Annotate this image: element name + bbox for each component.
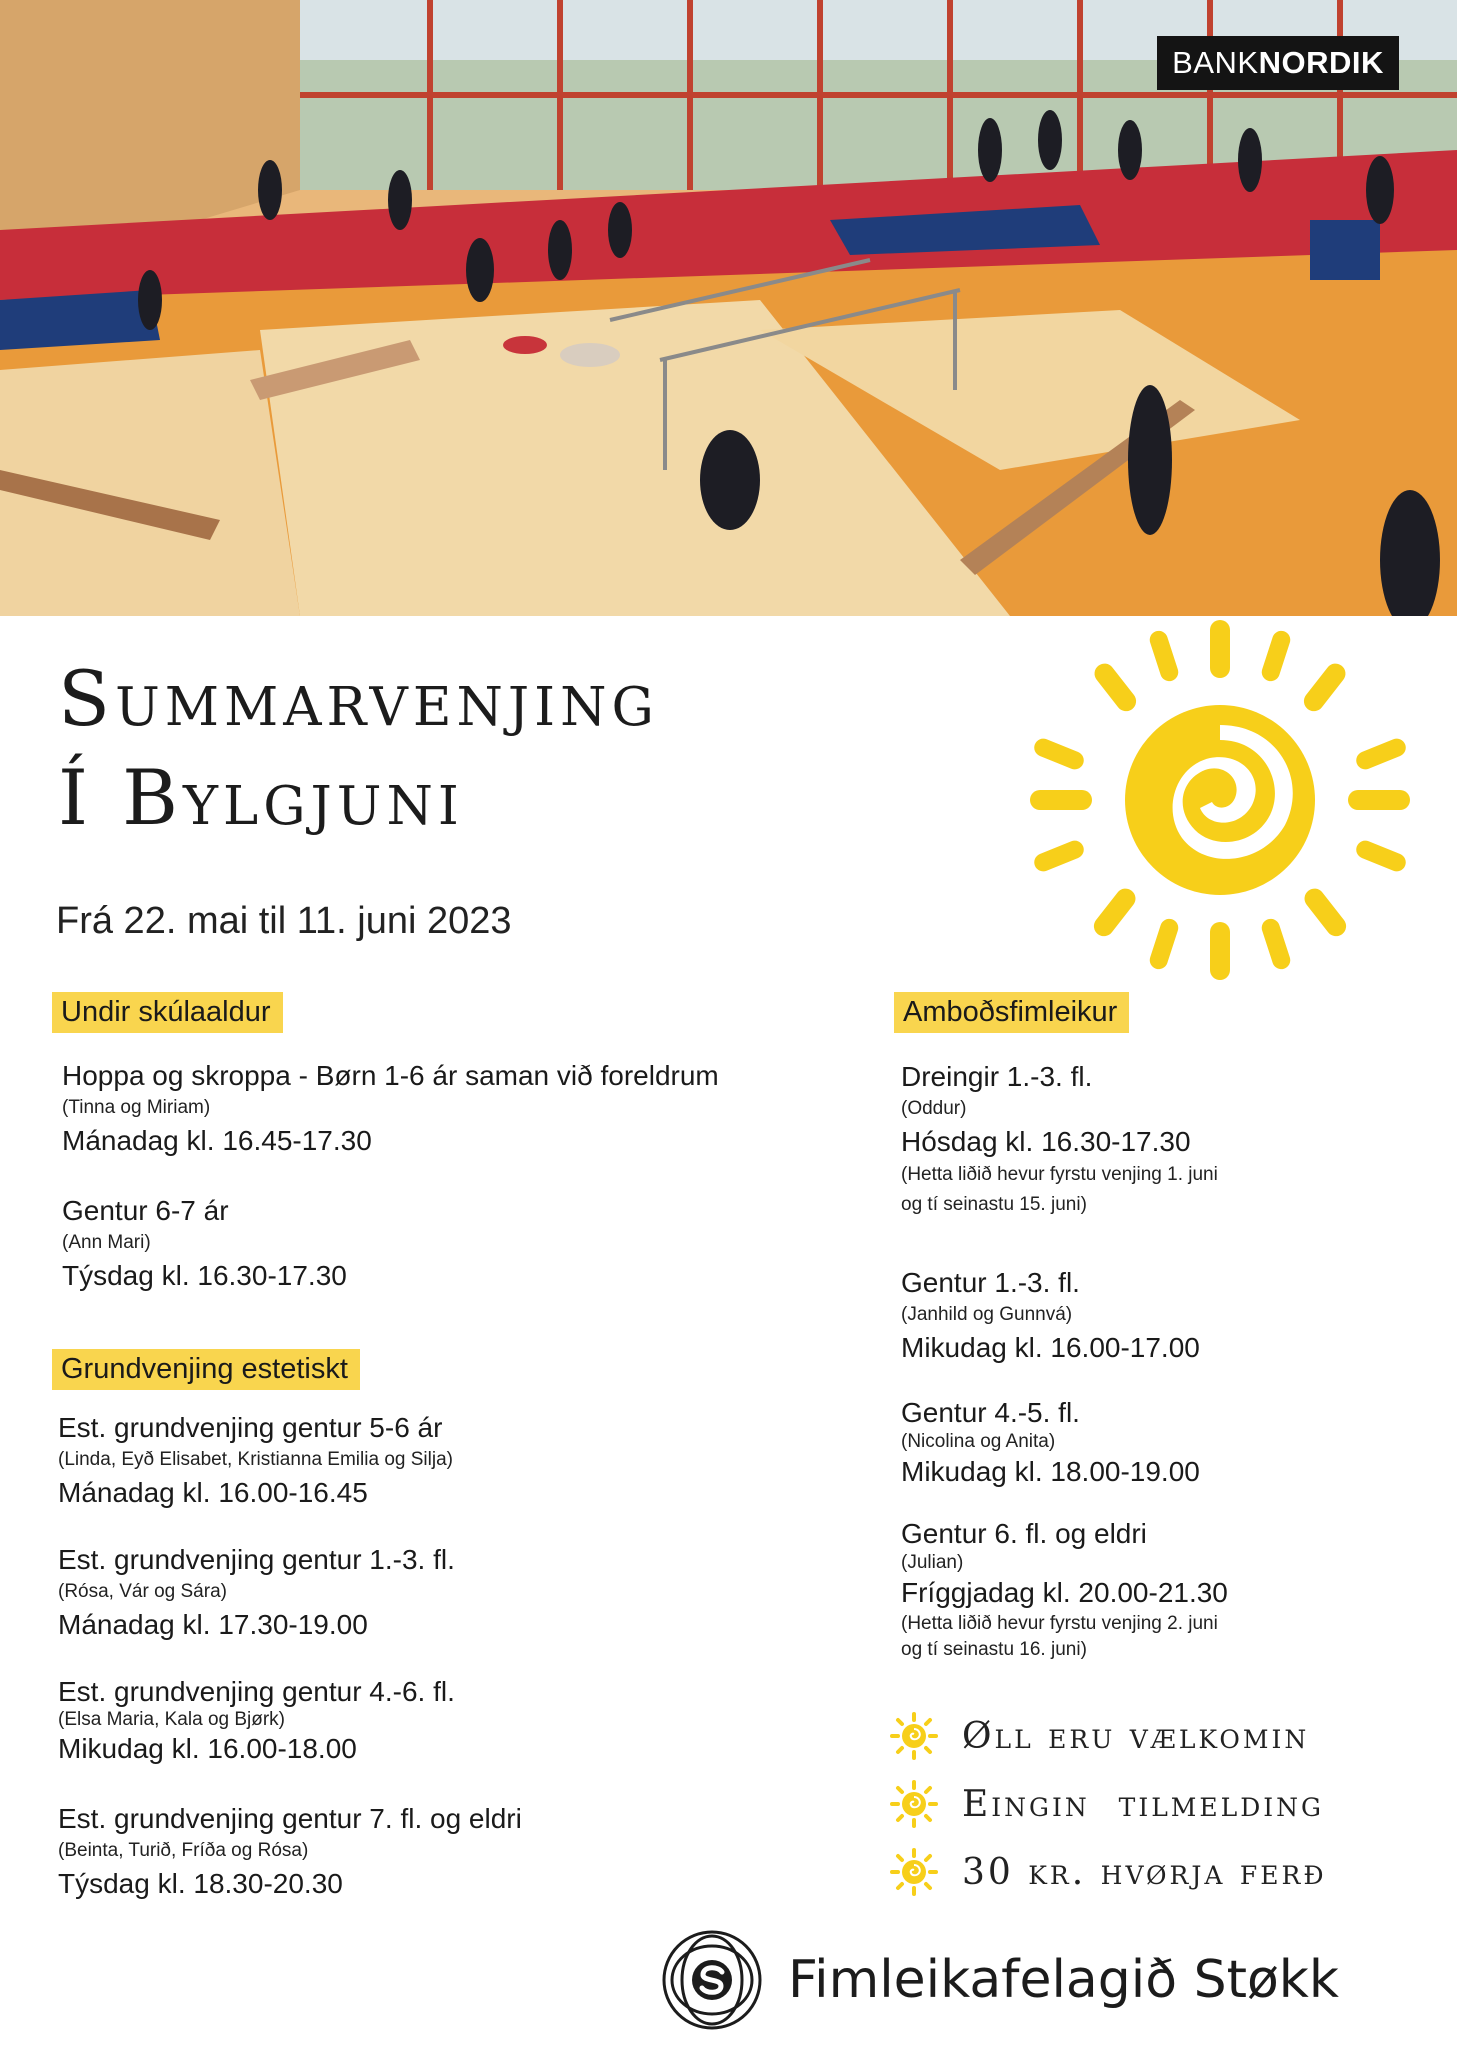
sponsor-logo — [1157, 36, 1399, 90]
entry-coaches: (Julian) — [901, 1552, 964, 1573]
entry-coaches: (Nicolina og Anita) — [901, 1431, 1056, 1452]
schedule-entry — [58, 1802, 618, 1902]
sponsor-logo-bank: BANK — [1172, 45, 1259, 80]
small-sun-icon — [890, 1848, 938, 1896]
entry-title: Gentur 1.-3. fl. — [901, 1267, 1080, 1298]
entry-coaches: (Rósa, Vár og Sára) — [58, 1581, 227, 1602]
entry-time: Mánadag kl. 16.00-16.45 — [58, 1477, 368, 1508]
schedule-entry — [58, 1675, 618, 1767]
small-sun-icon — [890, 1780, 938, 1828]
gym-hall-illustration — [0, 0, 1457, 616]
entry-time: Mikudag kl. 16.00-18.00 — [58, 1733, 357, 1764]
entry-title: Gentur 6-7 ár — [62, 1195, 229, 1226]
section-label-ambodsfimleikur: Amboðsfimleikur — [894, 992, 1129, 1033]
schedule-entry — [62, 1194, 622, 1294]
entry-time: Mánadag kl. 16.45-17.30 — [62, 1125, 372, 1156]
entry-note: og tí seinastu 16. juni) — [901, 1639, 1087, 1660]
feature-item — [890, 1770, 1410, 1838]
feature-text: 30 kr. hvørja ferð — [962, 1851, 1327, 1893]
feature-item — [890, 1838, 1410, 1906]
schedule-entry — [901, 1060, 1457, 1220]
entry-title: Est. grundvenjing gentur 1.-3. fl. — [58, 1544, 455, 1575]
schedule-entry — [58, 1411, 618, 1511]
entry-time: Mikudag kl. 16.00-17.00 — [901, 1332, 1200, 1363]
feature-list — [890, 1702, 1410, 1906]
page-title — [58, 650, 1038, 848]
entry-coaches: (Beinta, Turið, Fríða og Rósa) — [58, 1840, 309, 1861]
sun-icon — [1030, 620, 1410, 980]
entry-time: Mánadag kl. 17.30-19.00 — [58, 1609, 368, 1640]
entry-note: og tí seinastu 15. juni) — [901, 1194, 1087, 1215]
small-sun-icon — [890, 1712, 938, 1760]
entry-title: Est. grundvenjing gentur 5-6 ár — [58, 1412, 443, 1443]
entry-note: (Hetta liðið hevur fyrstu venjing 2. juni — [901, 1613, 1218, 1634]
entry-time: Týsdag kl. 16.30-17.30 — [62, 1260, 347, 1291]
organization-name: Fimleikafelagið Støkk — [788, 1950, 1340, 2010]
entry-title: Gentur 6. fl. og eldri — [901, 1518, 1147, 1549]
entry-title: Dreingir 1.-3. fl. — [901, 1061, 1093, 1092]
schedule-entry — [62, 1059, 719, 1159]
date-range: Frá 22. mai til 11. juni 2023 — [56, 900, 512, 942]
feature-text: Øll eru vælkomin — [962, 1715, 1310, 1757]
entry-coaches: (Tinna og Miriam) — [62, 1097, 211, 1118]
organization-logo — [660, 1925, 1400, 2035]
entry-title: Est. grundvenjing gentur 4.-6. fl. — [58, 1676, 455, 1707]
hero-photo — [0, 0, 1457, 616]
schedule-entry — [901, 1517, 1457, 1663]
entry-title: Hoppa og skroppa - Børn 1-6 ár saman við foreldrum — [62, 1060, 719, 1091]
schedule-entry — [58, 1543, 618, 1643]
section-label-grundvenjing-estetiskt: Grundvenjing estetiskt — [52, 1349, 360, 1390]
entry-time: Mikudag kl. 18.00-19.00 — [901, 1456, 1200, 1487]
section-label-undir-skulaaldur: Undir skúlaaldur — [52, 992, 283, 1033]
entry-title: Gentur 4.-5. fl. — [901, 1397, 1080, 1428]
entry-coaches: (Janhild og Gunnvá) — [901, 1304, 1073, 1325]
entry-note: (Hetta liðið hevur fyrstu venjing 1. juni — [901, 1164, 1218, 1185]
schedule-entry — [901, 1396, 1457, 1490]
entry-coaches: (Elsa Maria, Kala og Bjørk) — [58, 1709, 286, 1730]
entry-coaches: (Linda, Eyð Elisabet, Kristianna Emilia og Silja) — [58, 1449, 453, 1470]
schedule-entry — [901, 1266, 1457, 1366]
entry-time: Týsdag kl. 18.30-20.30 — [58, 1868, 343, 1899]
entry-title: Est. grundvenjing gentur 7. fl. og eldri — [58, 1803, 522, 1834]
page-title-line-2: Í Bylgjuni — [58, 752, 464, 842]
entry-time: Fríggjadag kl. 20.00-21.30 — [901, 1577, 1228, 1608]
feature-item — [890, 1702, 1410, 1770]
entry-coaches: (Ann Mari) — [62, 1232, 151, 1253]
entry-time: Hósdag kl. 16.30-17.30 — [901, 1126, 1191, 1157]
entry-coaches: (Oddur) — [901, 1098, 967, 1119]
page-title-line-1: Summarvenjing — [58, 654, 659, 743]
feature-text: Eingin tilmelding — [962, 1783, 1325, 1825]
club-logo-icon — [660, 1928, 764, 2032]
sponsor-logo-nordik: NORDIK — [1258, 45, 1384, 80]
